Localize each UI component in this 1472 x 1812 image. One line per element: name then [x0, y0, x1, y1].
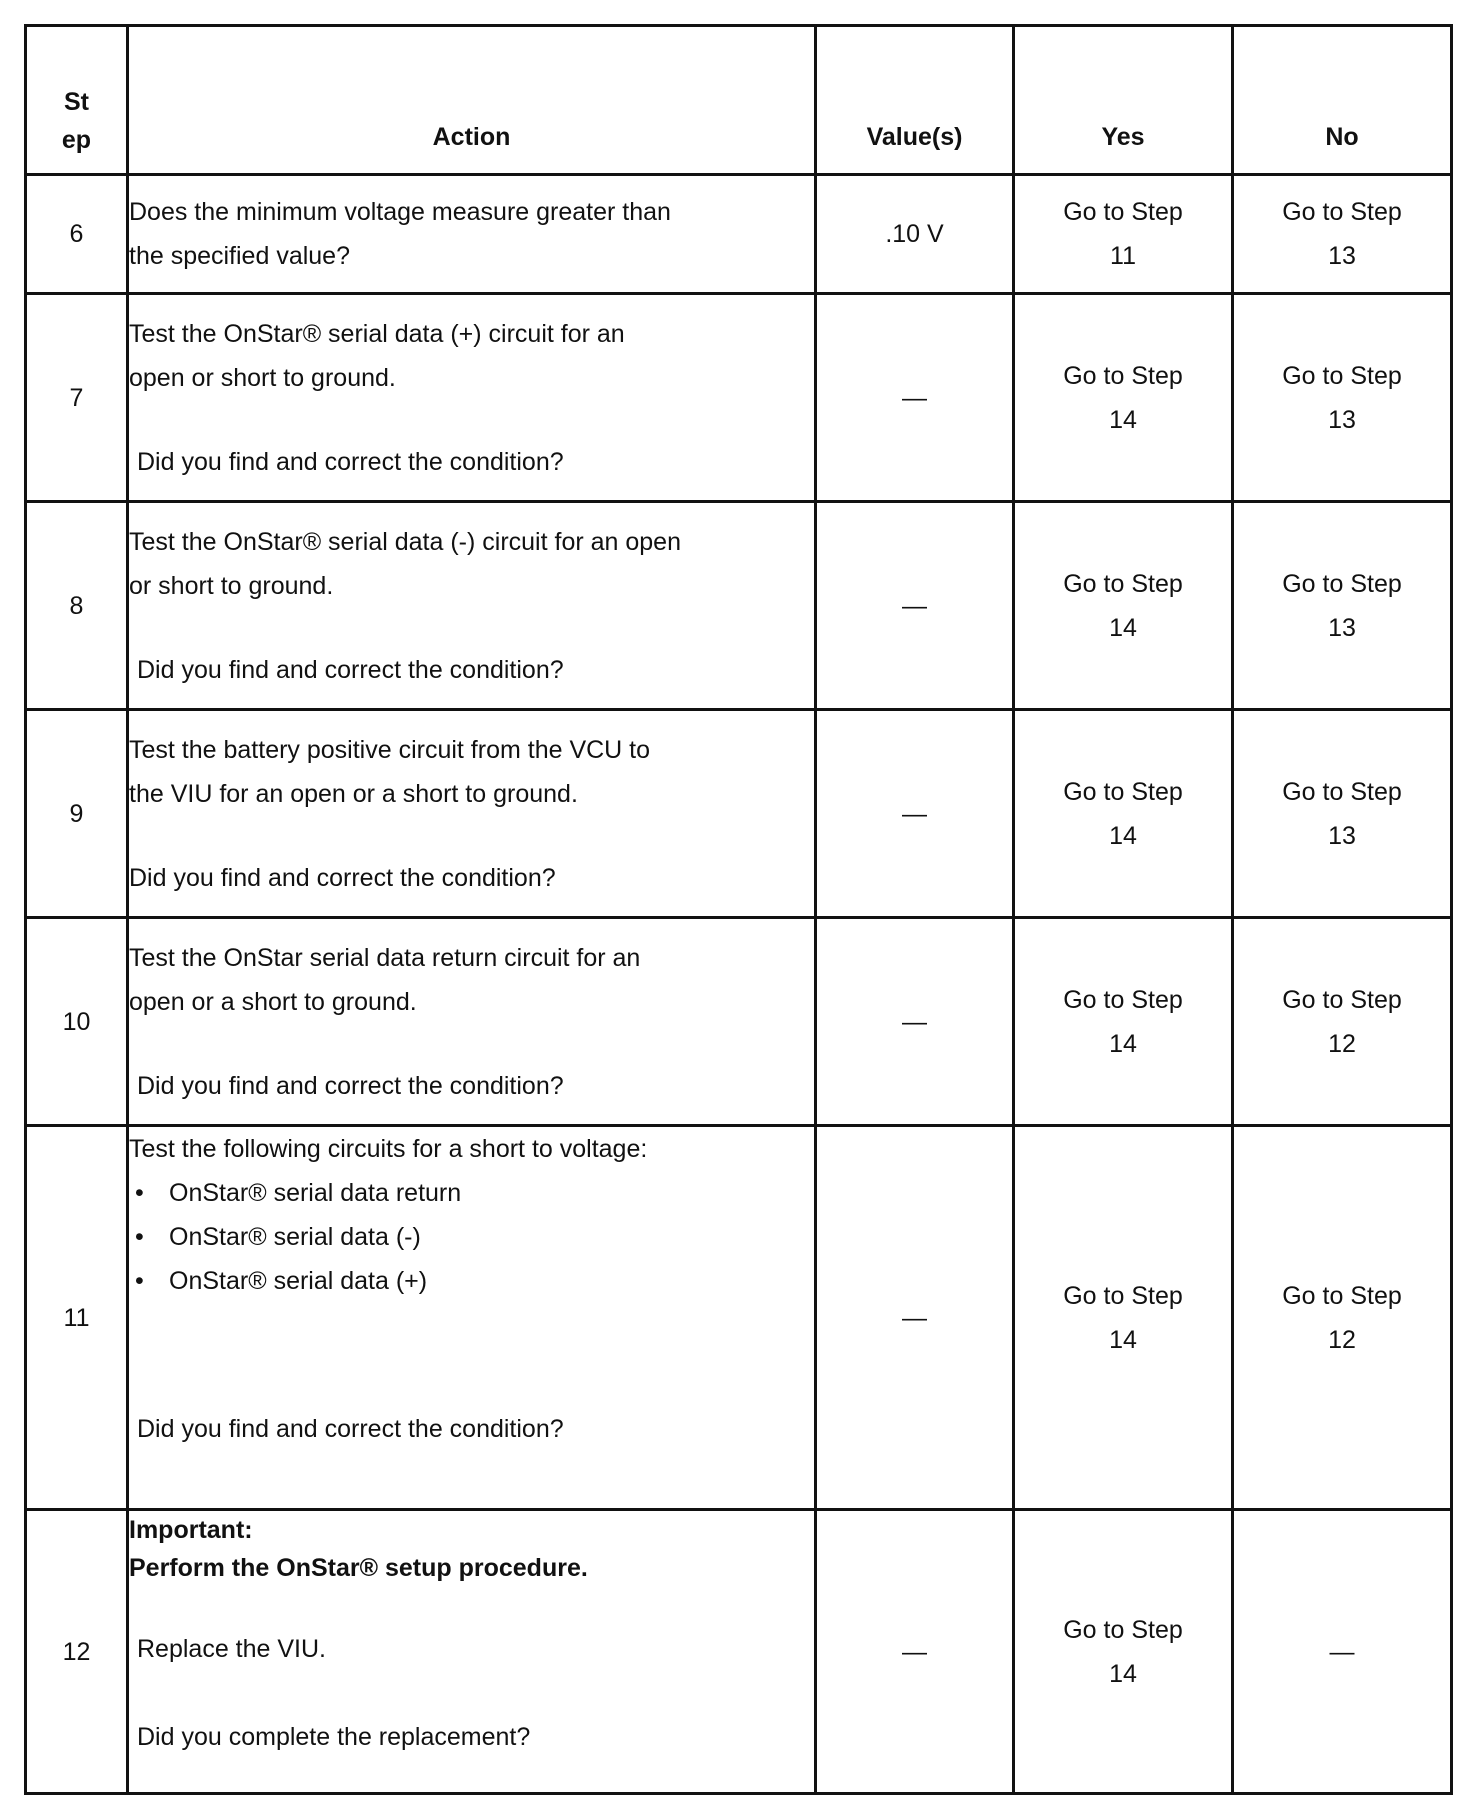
action-line: Does the minimum voltage measure greater than	[129, 198, 671, 226]
no-label: Go to Step	[1282, 569, 1402, 598]
list-item: • OnStar® serial data return	[129, 1171, 814, 1215]
yes-step: 14	[1109, 1029, 1137, 1058]
yes-cell	[1014, 1510, 1233, 1794]
step-number: 12	[26, 1510, 128, 1794]
diagnostic-table	[24, 24, 1453, 1795]
yes-label: Go to Step	[1063, 1281, 1183, 1310]
no-label: Go to Step	[1282, 985, 1402, 1014]
value-cell: —	[816, 710, 1014, 918]
no-step: 12	[1328, 1029, 1356, 1058]
no-label: Go to Step	[1282, 777, 1402, 806]
yes-cell	[1014, 918, 1233, 1126]
header-step-top: St	[64, 88, 89, 116]
yes-cell	[1014, 710, 1233, 918]
yes-cell	[1014, 175, 1233, 294]
action-question: Did you find and correct the condition?	[137, 655, 564, 684]
action-line: Test the following circuits for a short to voltage:	[129, 1135, 648, 1163]
yes-cell	[1014, 502, 1233, 710]
action-line: the VIU for an open or a short to ground.	[129, 779, 578, 808]
step-number: 8	[26, 502, 128, 710]
header-row	[26, 26, 1452, 175]
action-line: the specified value?	[129, 242, 350, 270]
yes-step: 14	[1109, 405, 1137, 434]
action-line: or short to ground.	[129, 571, 334, 600]
value-cell: —	[816, 918, 1014, 1126]
yes-label: Go to Step	[1063, 1615, 1183, 1644]
step-number: 9	[26, 710, 128, 918]
step-number: 7	[26, 294, 128, 502]
yes-step: 14	[1109, 1659, 1137, 1688]
action-line: Test the OnStar serial data return circuit for an	[129, 943, 641, 972]
no-step: 13	[1328, 405, 1356, 434]
action-question: Did you find and correct the condition?	[129, 863, 556, 892]
action-line: Test the OnStar® serial data (+) circuit for an	[129, 319, 625, 348]
action-line: open or a short to ground.	[129, 987, 417, 1016]
action-line: Test the battery positive circuit from the VCU to	[129, 735, 651, 764]
step-number: 11	[26, 1126, 128, 1510]
header-values: Value(s)	[816, 26, 1014, 175]
header-step-bottom: ep	[61, 126, 92, 154]
action-cell	[128, 502, 816, 710]
header-yes: Yes	[1014, 26, 1233, 175]
yes-step: 14	[1109, 613, 1137, 642]
yes-cell	[1014, 294, 1233, 502]
no-step: 12	[1328, 1325, 1356, 1354]
action-cell	[128, 175, 816, 294]
action-cell	[128, 710, 816, 918]
no-step: 13	[1328, 613, 1356, 642]
value-cell: .10 V	[816, 175, 1014, 294]
no-cell	[1233, 294, 1452, 502]
no-cell: —	[1233, 1510, 1452, 1794]
action-question: Did you find and correct the condition?	[137, 447, 564, 476]
action-question: Did you complete the replacement?	[137, 1723, 531, 1751]
value-cell: —	[816, 294, 1014, 502]
step-number: 6	[26, 175, 128, 294]
no-cell	[1233, 502, 1452, 710]
no-cell	[1233, 1126, 1452, 1510]
yes-label: Go to Step	[1063, 777, 1183, 806]
no-step: 13	[1328, 242, 1356, 270]
action-cell	[128, 294, 816, 502]
header-action: Action	[128, 26, 816, 175]
list-item: • OnStar® serial data (+)	[129, 1259, 814, 1303]
action-line: Test the OnStar® serial data (-) circuit for an open	[129, 527, 681, 556]
action-cell	[128, 1126, 816, 1510]
action-question: Did you find and correct the condition?	[137, 1071, 564, 1100]
header-step	[26, 26, 128, 175]
yes-label: Go to Step	[1063, 198, 1183, 226]
table-row	[26, 175, 1452, 294]
action-question: Did you find and correct the condition?	[137, 1415, 564, 1443]
yes-label: Go to Step	[1063, 569, 1183, 598]
no-cell	[1233, 175, 1452, 294]
table-row	[26, 1510, 1452, 1794]
yes-step: 14	[1109, 821, 1137, 850]
yes-cell	[1014, 1126, 1233, 1510]
no-cell	[1233, 918, 1452, 1126]
action-cell	[128, 1510, 816, 1794]
important-text: Perform the OnStar® setup procedure.	[129, 1554, 588, 1582]
action-cell	[128, 918, 816, 1126]
yes-step: 11	[1110, 242, 1136, 270]
important-label: Important:	[129, 1516, 253, 1544]
no-step: 13	[1328, 821, 1356, 850]
table-row	[26, 1126, 1452, 1510]
table-row	[26, 918, 1452, 1126]
yes-label: Go to Step	[1063, 361, 1183, 390]
circuit-list	[129, 1171, 814, 1303]
table-row	[26, 710, 1452, 918]
yes-step: 14	[1109, 1325, 1137, 1354]
value-cell: —	[816, 1126, 1014, 1510]
no-label: Go to Step	[1282, 361, 1402, 390]
table-row	[26, 294, 1452, 502]
list-item: • OnStar® serial data (-)	[129, 1215, 814, 1259]
header-no: No	[1233, 26, 1452, 175]
table-row	[26, 502, 1452, 710]
value-cell: —	[816, 1510, 1014, 1794]
action-line: open or short to ground.	[129, 363, 396, 392]
no-label: Go to Step	[1282, 1281, 1402, 1310]
no-label: Go to Step	[1282, 198, 1402, 226]
yes-label: Go to Step	[1063, 985, 1183, 1014]
value-cell: —	[816, 502, 1014, 710]
no-cell	[1233, 710, 1452, 918]
step-number: 10	[26, 918, 128, 1126]
action-instruction: Replace the VIU.	[137, 1635, 326, 1663]
